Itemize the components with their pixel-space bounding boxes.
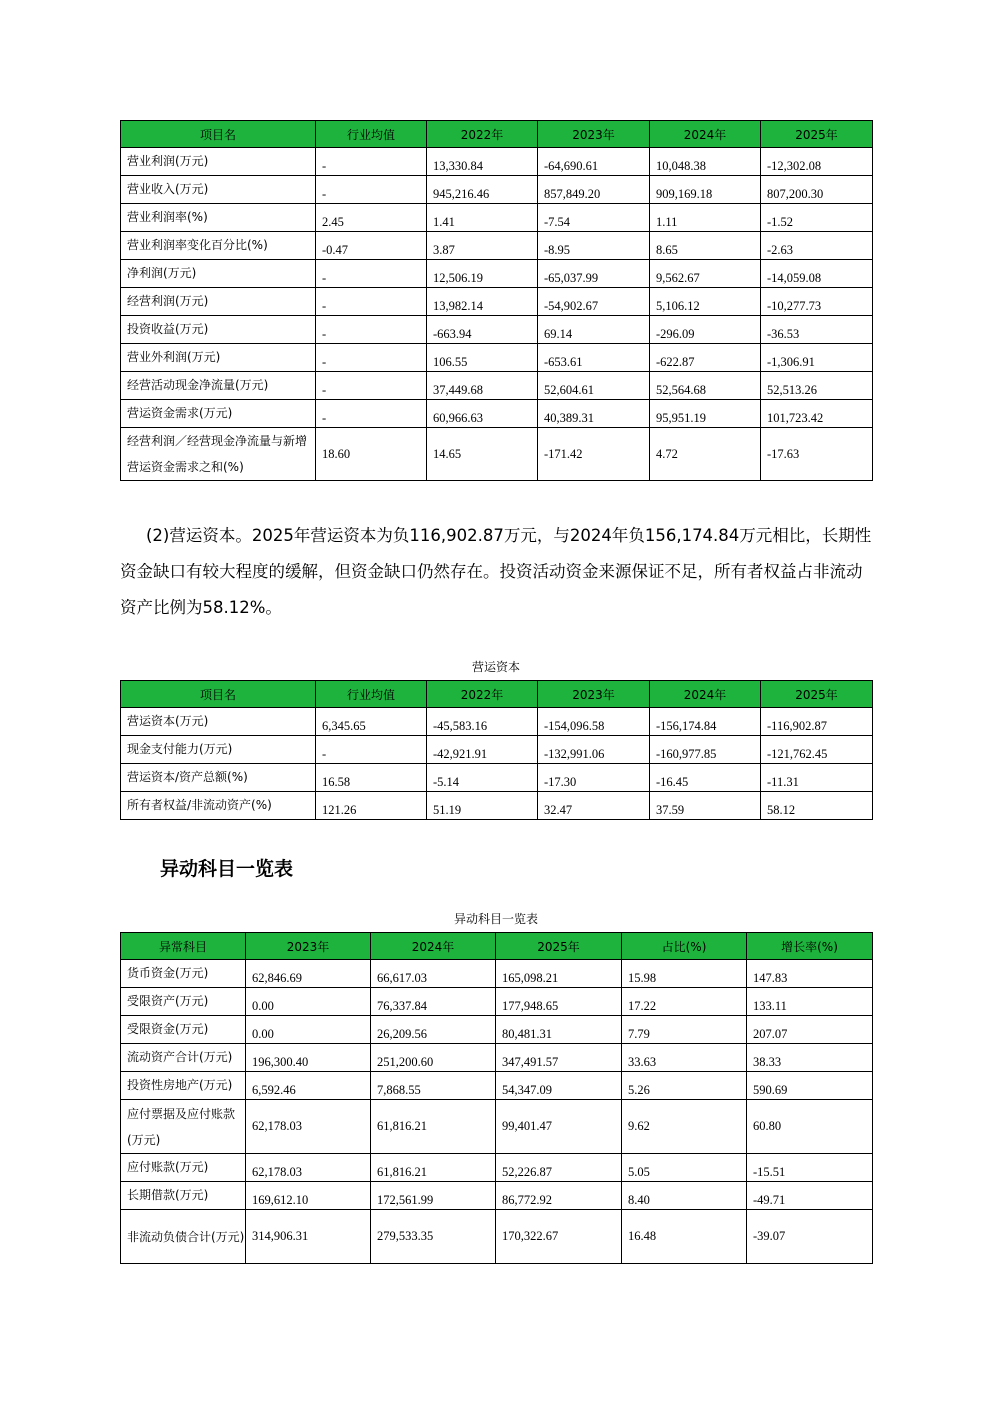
row-label: 营业收入(万元) [121, 176, 316, 204]
table-cell: 52,226.87 [496, 1154, 622, 1182]
table-cell: -11.31 [761, 764, 873, 792]
table-row [121, 1044, 873, 1072]
table-row [121, 232, 873, 260]
row-label: 流动资产合计(万元) [121, 1044, 246, 1072]
table-cell: 13,330.84 [427, 148, 538, 176]
table-cell: 251,200.60 [371, 1044, 496, 1072]
column-header: 2023年 [538, 121, 650, 148]
column-header: 2022年 [427, 681, 538, 708]
table-cell: 1.11 [650, 204, 761, 232]
row-label: 营业利润率变化百分比(%) [121, 232, 316, 260]
table-header-row [121, 121, 873, 148]
table-cell: - [316, 176, 427, 204]
row-label: 投资性房地产(万元) [121, 1072, 246, 1100]
table-cell: 6,592.46 [246, 1072, 371, 1100]
table-cell: 66,617.03 [371, 960, 496, 988]
table-cell: 0.00 [246, 988, 371, 1016]
column-header: 项目名 [121, 681, 316, 708]
table-cell: -42,921.91 [427, 736, 538, 764]
table-cell: -1.52 [761, 204, 873, 232]
row-label: 投资收益(万元) [121, 316, 316, 344]
table-cell: -296.09 [650, 316, 761, 344]
row-label: 应付账款(万元) [121, 1154, 246, 1182]
table-cell: -17.30 [538, 764, 650, 792]
table-cell: 7.79 [622, 1016, 747, 1044]
table-row [121, 400, 873, 428]
row-label: 非流动负债合计(万元) [121, 1210, 246, 1264]
table-cell: 16.48 [622, 1210, 747, 1264]
table-cell: -12,302.08 [761, 148, 873, 176]
table-cell: 38.33 [747, 1044, 873, 1072]
row-label: 受限资产(万元) [121, 988, 246, 1016]
table-cell: 8.40 [622, 1182, 747, 1210]
table-cell: -663.94 [427, 316, 538, 344]
table-cell: 133.11 [747, 988, 873, 1016]
table-cell: -45,583.16 [427, 708, 538, 736]
table-cell: 169,612.10 [246, 1182, 371, 1210]
table-row [121, 148, 873, 176]
table-header-row [121, 681, 873, 708]
table-cell: -49.71 [747, 1182, 873, 1210]
column-header: 行业均值 [316, 681, 427, 708]
table-cell: 80,481.31 [496, 1016, 622, 1044]
table-cell: -54,902.67 [538, 288, 650, 316]
table-row [121, 372, 873, 400]
table-cell: -7.54 [538, 204, 650, 232]
table-cell: -64,690.61 [538, 148, 650, 176]
table-cell: 5.05 [622, 1154, 747, 1182]
column-header: 2025年 [496, 933, 622, 960]
column-header: 2024年 [650, 121, 761, 148]
table-cell: 62,178.03 [246, 1100, 371, 1154]
table-row [121, 988, 873, 1016]
table-cell: 10,048.38 [650, 148, 761, 176]
column-header: 2022年 [427, 121, 538, 148]
table-cell: 909,169.18 [650, 176, 761, 204]
table-cell: 52,604.61 [538, 372, 650, 400]
table-cell: 347,491.57 [496, 1044, 622, 1072]
table-row [121, 176, 873, 204]
table-cell: 196,300.40 [246, 1044, 371, 1072]
table-cell: -622.87 [650, 344, 761, 372]
row-label: 营业利润率(%) [121, 204, 316, 232]
abnormal-items-table [120, 932, 873, 1264]
table-cell: 52,513.26 [761, 372, 873, 400]
table-cell: 207.07 [747, 1016, 873, 1044]
table-cell: 4.72 [650, 428, 761, 481]
table-cell: -121,762.45 [761, 736, 873, 764]
table-row [121, 1154, 873, 1182]
table-cell: 101,723.42 [761, 400, 873, 428]
row-label: 经营利润(万元) [121, 288, 316, 316]
table-cell: 121.26 [316, 792, 427, 820]
row-label: 经营利润／经营现金净流量与新增营运资金需求之和(%) [121, 428, 316, 481]
column-header: 2025年 [761, 121, 873, 148]
row-label: 营运资本/资产总额(%) [121, 764, 316, 792]
table-cell: - [316, 260, 427, 288]
table-cell: 60,966.63 [427, 400, 538, 428]
table-cell: 37,449.68 [427, 372, 538, 400]
column-header: 占比(%) [622, 933, 747, 960]
table-row [121, 1100, 873, 1154]
table-row [121, 960, 873, 988]
table-cell: 58.12 [761, 792, 873, 820]
table-cell: 3.87 [427, 232, 538, 260]
table-cell: 99,401.47 [496, 1100, 622, 1154]
column-header: 行业均值 [316, 121, 427, 148]
column-header: 2023年 [246, 933, 371, 960]
table-cell: 76,337.84 [371, 988, 496, 1016]
table-cell: -10,277.73 [761, 288, 873, 316]
working-capital-table [120, 680, 873, 820]
table-cell: -5.14 [427, 764, 538, 792]
table-cell: -653.61 [538, 344, 650, 372]
table-cell: 15.98 [622, 960, 747, 988]
table-cell: - [316, 736, 427, 764]
table-cell: 86,772.92 [496, 1182, 622, 1210]
table-cell: 0.00 [246, 1016, 371, 1044]
table-cell: 62,846.69 [246, 960, 371, 988]
table-cell: - [316, 344, 427, 372]
column-header: 2023年 [538, 681, 650, 708]
table-cell: 13,982.14 [427, 288, 538, 316]
table-row [121, 428, 873, 481]
column-header: 项目名 [121, 121, 316, 148]
row-label: 现金支付能力(万元) [121, 736, 316, 764]
table-cell: 6,345.65 [316, 708, 427, 736]
row-label: 净利润(万元) [121, 260, 316, 288]
table-row [121, 204, 873, 232]
table-cell: -132,991.06 [538, 736, 650, 764]
table-cell: 52,564.68 [650, 372, 761, 400]
row-label: 营运资本(万元) [121, 708, 316, 736]
table-cell: 12,506.19 [427, 260, 538, 288]
table-cell: 177,948.65 [496, 988, 622, 1016]
table-cell: 945,216.46 [427, 176, 538, 204]
table-cell: - [316, 316, 427, 344]
table-cell: -154,096.58 [538, 708, 650, 736]
table-cell: 61,816.21 [371, 1100, 496, 1154]
row-label: 应付票据及应付账款(万元) [121, 1100, 246, 1154]
row-label: 经营活动现金净流量(万元) [121, 372, 316, 400]
table-cell: 9.62 [622, 1100, 747, 1154]
table-row [121, 260, 873, 288]
table-cell: 165,098.21 [496, 960, 622, 988]
table-cell: 33.63 [622, 1044, 747, 1072]
table-cell: -8.95 [538, 232, 650, 260]
table-cell: 26,209.56 [371, 1016, 496, 1044]
column-header: 2024年 [371, 933, 496, 960]
table-header-row [121, 933, 873, 960]
profit-table [120, 120, 873, 481]
table-cell: 32.47 [538, 792, 650, 820]
table-cell: 37.59 [650, 792, 761, 820]
table-cell: - [316, 372, 427, 400]
table-cell: -171.42 [538, 428, 650, 481]
table-cell: -39.07 [747, 1210, 873, 1264]
table-cell: - [316, 148, 427, 176]
table-cell: -156,174.84 [650, 708, 761, 736]
table-row [121, 736, 873, 764]
table-cell: 147.83 [747, 960, 873, 988]
table-cell: -0.47 [316, 232, 427, 260]
table-cell: 106.55 [427, 344, 538, 372]
table-cell: -14,059.08 [761, 260, 873, 288]
table-row [121, 1016, 873, 1044]
table-cell: -16.45 [650, 764, 761, 792]
table-row [121, 708, 873, 736]
table-row [121, 792, 873, 820]
table-cell: 279,533.35 [371, 1210, 496, 1264]
row-label: 长期借款(万元) [121, 1182, 246, 1210]
table-cell: 590.69 [747, 1072, 873, 1100]
table-row [121, 344, 873, 372]
table-cell: -2.63 [761, 232, 873, 260]
table-cell: 54,347.09 [496, 1072, 622, 1100]
table-cell: 9,562.67 [650, 260, 761, 288]
table-cell: -65,037.99 [538, 260, 650, 288]
table-cell: 62,178.03 [246, 1154, 371, 1182]
table-row [121, 764, 873, 792]
row-label: 所有者权益/非流动资产(%) [121, 792, 316, 820]
table-cell: -116,902.87 [761, 708, 873, 736]
table-cell: -36.53 [761, 316, 873, 344]
table-cell: 1.41 [427, 204, 538, 232]
column-header: 2025年 [761, 681, 873, 708]
column-header: 异常科目 [121, 933, 246, 960]
table-cell: 69.14 [538, 316, 650, 344]
table-cell: -1,306.91 [761, 344, 873, 372]
working-capital-paragraph: (2)营运资本。2025年营运资本为负116,902.87万元，与2024年负156,174.84万元相比，长期性资金缺口有较大程度的缓解，但资金缺口仍然存在。投资活动资金来源保证不足，所有者权益占非流动资产比例为58.12%。 [120, 526, 872, 617]
table-cell: 170,322.67 [496, 1210, 622, 1264]
table-cell: 807,200.30 [761, 176, 873, 204]
table-cell: 14.65 [427, 428, 538, 481]
table-row [121, 1210, 873, 1264]
table-cell: 2.45 [316, 204, 427, 232]
table-cell: 5.26 [622, 1072, 747, 1100]
row-label: 货币资金(万元) [121, 960, 246, 988]
table-row [121, 1072, 873, 1100]
table-cell: 5,106.12 [650, 288, 761, 316]
table-cell: 314,906.31 [246, 1210, 371, 1264]
table-cell: 17.22 [622, 988, 747, 1016]
row-label: 受限资金(万元) [121, 1016, 246, 1044]
table-cell: 172,561.99 [371, 1182, 496, 1210]
column-header: 增长率(%) [747, 933, 873, 960]
table-cell: - [316, 400, 427, 428]
table-cell: 857,849.20 [538, 176, 650, 204]
table-caption: 营运资本 [471, 660, 520, 674]
table-cell: 18.60 [316, 428, 427, 481]
table-cell: 8.65 [650, 232, 761, 260]
row-label: 营业利润(万元) [121, 148, 316, 176]
table-row [121, 288, 873, 316]
table-row [121, 316, 873, 344]
table-row [121, 1182, 873, 1210]
table-cell: 60.80 [747, 1100, 873, 1154]
table-cell: -160,977.85 [650, 736, 761, 764]
table-cell: 95,951.19 [650, 400, 761, 428]
table-cell: 61,816.21 [371, 1154, 496, 1182]
table-cell: 51.19 [427, 792, 538, 820]
row-label: 营运资金需求(万元) [121, 400, 316, 428]
section-heading: 异动科目一览表 [160, 858, 294, 880]
table-cell: - [316, 288, 427, 316]
table-cell: -15.51 [747, 1154, 873, 1182]
column-header: 2024年 [650, 681, 761, 708]
table-caption: 异动科目一览表 [453, 912, 538, 926]
table-cell: 7,868.55 [371, 1072, 496, 1100]
table-cell: 16.58 [316, 764, 427, 792]
table-cell: -17.63 [761, 428, 873, 481]
row-label: 营业外利润(万元) [121, 344, 316, 372]
table-cell: 40,389.31 [538, 400, 650, 428]
